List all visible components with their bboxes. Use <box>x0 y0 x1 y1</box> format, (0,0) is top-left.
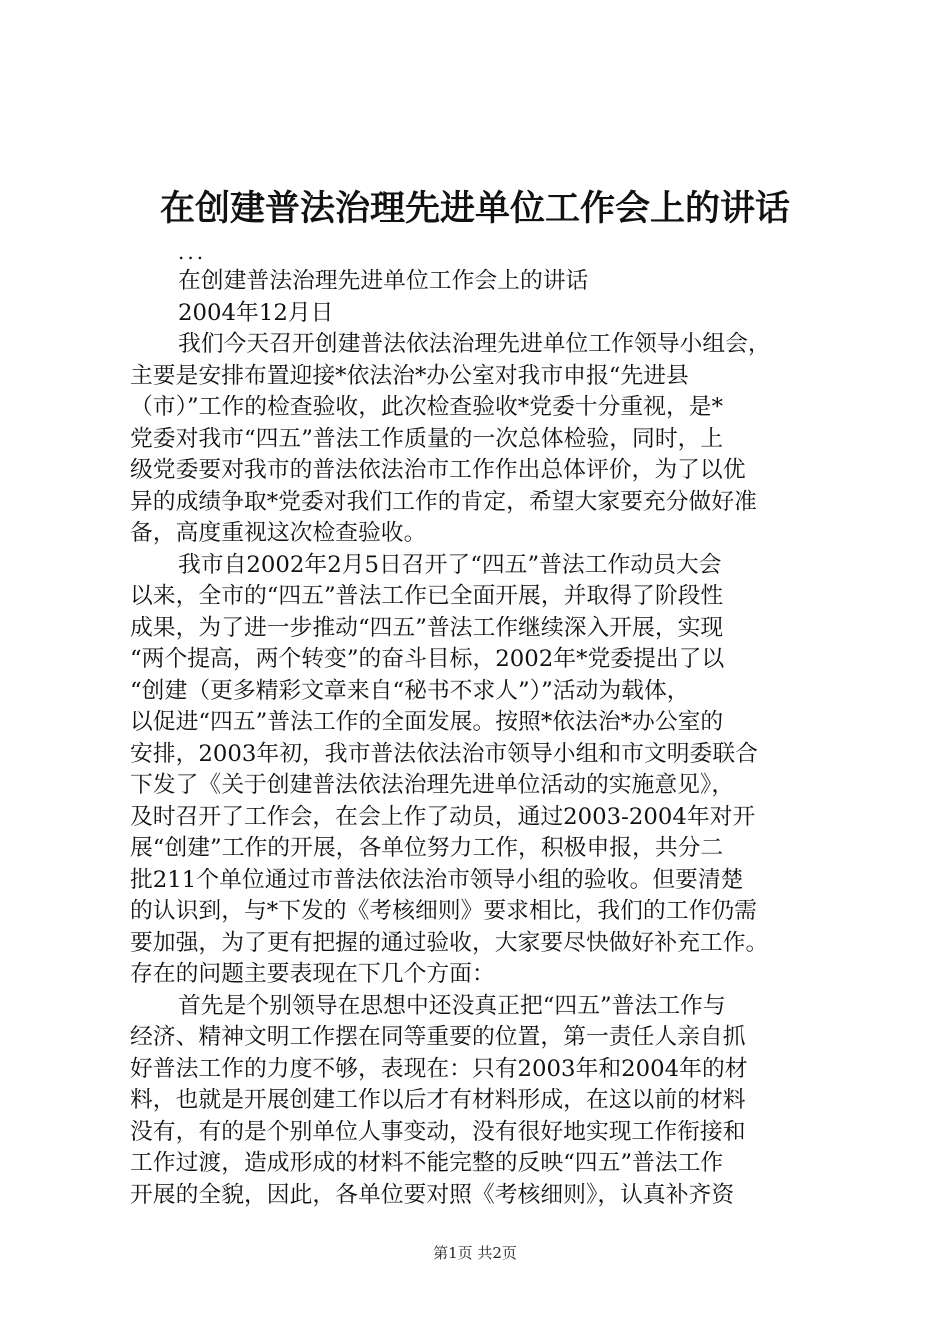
body-line: “创建（更多精彩文章来自“秘书不求人”）”活动为载体， <box>130 677 690 704</box>
body-line: 的认识到，与*下发的《考核细则》要求相比，我们的工作仍需 <box>130 898 757 924</box>
body-line: 主要是安排布置迎接*依法治*办公室对我市申报“先进县 <box>130 362 689 389</box>
document-title: 在创建普法治理先进单位工作会上的讲话 <box>159 188 790 229</box>
body-line: 好普法工作的力度不够，表现在：只有2003年和2004年的材 <box>130 1055 748 1082</box>
body-line: 级党委要对我市的普法依法治市工作作出总体评价，为了以优 <box>130 457 746 483</box>
body-line: 开展的全貌，因此，各单位要对照《考核细则》，认真补齐资 <box>130 1181 735 1208</box>
body-line: 及时召开了工作会，在会上作了动员，通过2003-2004年对开 <box>130 803 756 830</box>
body-line: （市）”工作的检查验收，此次检查验收*党委十分重视，是* <box>130 394 723 420</box>
body-line: 异的成绩争取*党委对我们工作的肯定，希望大家要充分做好准 <box>130 488 757 515</box>
body-line: 成果，为了进一步推动“四五”普法工作继续深入开展，实现 <box>130 614 724 641</box>
body-line: 2004年12月日 <box>178 299 334 326</box>
body-line: 我们今天召开创建普法依法治理先进单位工作领导小组会， <box>178 331 771 357</box>
body-line: 料，也就是开展创建工作以后才有材料形成，在这以前的材料 <box>130 1087 746 1113</box>
body-line: 存在的问题主要表现在下几个方面： <box>130 961 495 987</box>
body-line: 备，高度重视这次检查验收。 <box>130 520 427 546</box>
body-line: 要加强，为了更有把握的通过验收，大家要尽快做好补充工作。 <box>130 929 769 956</box>
body-line: 下发了《关于创建普法依法治理先进单位活动的实施意见》， <box>130 772 735 798</box>
body-line: 我市自2002年2月5日召开了“四五”普法工作动员大会 <box>178 551 722 578</box>
body-line: 首先是个别领导在思想中还没真正把“四五”普法工作与 <box>178 992 726 1019</box>
body-line: 工作过渡，造成形成的材料不能完整的反映“四五”普法工作 <box>130 1150 724 1176</box>
body-line: 党委对我市“四五”普法工作质量的一次总体检验，同时，上 <box>130 425 724 452</box>
body-line: 批211个单位通过市普法依法治市领导小组的验收。但要清楚 <box>130 866 744 893</box>
ellipsis-text: ... <box>178 240 207 264</box>
body-line: 以促进“四五”普法工作的全面发展。按照*依法治*办公室的 <box>130 709 724 735</box>
page-footer: 第1页 共2页 <box>433 1244 517 1262</box>
body-line: 没有，有的是个别单位人事变动，没有很好地实现工作衔接和 <box>130 1118 746 1145</box>
document-body <box>130 266 830 1211</box>
body-line: 以来，全市的“四五”普法工作已全面开展，并取得了阶段性 <box>130 583 724 609</box>
body-line: 经济、精神文明工作摆在同等重要的位置，第一责任人亲自抓 <box>130 1024 746 1050</box>
body-line: 安排，2003年初，我市普法依法治市领导小组和市文明委联合 <box>130 740 758 767</box>
body-line: 在创建普法治理先进单位工作会上的讲话 <box>178 268 589 294</box>
body-line: 展“创建”工作的开展，各单位努力工作，积极申报，共分二 <box>130 835 724 861</box>
body-line: “两个提高，两个转变”的奋斗目标，2002年*党委提出了以 <box>130 646 725 672</box>
